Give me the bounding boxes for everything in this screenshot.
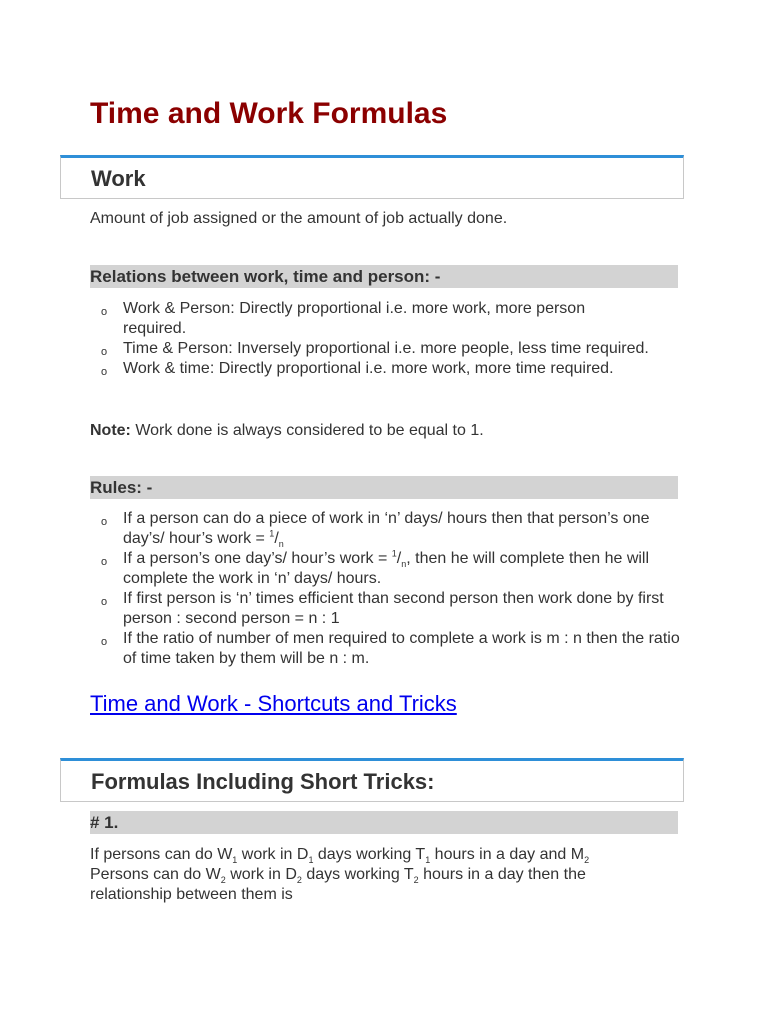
- rule-text: If a person’s one day’s/ hour’s work =: [123, 550, 392, 567]
- bullet-icon: o: [101, 366, 108, 378]
- note-paragraph: [90, 421, 680, 441]
- list-item: [90, 509, 682, 549]
- bullet-icon: o: [101, 516, 108, 528]
- fraction-denominator: n: [401, 559, 407, 570]
- rule-text: If a person can do a piece of work in ‘n’ days/ hours then that person’s one day’s/ hour’s work =: [123, 510, 650, 547]
- bullet-icon: o: [101, 346, 108, 358]
- fraction-numerator: 1: [269, 528, 275, 539]
- subscript: 1: [308, 855, 314, 866]
- fraction-slash: /: [396, 550, 402, 567]
- relations-heading: Relations between work, time and person: -: [90, 265, 678, 288]
- formula-text: Persons can do W: [90, 866, 221, 883]
- bullet-icon: o: [101, 596, 108, 608]
- rule-text: , then he will complete then he will complete the work in ‘n’ days/ hours.: [123, 550, 650, 587]
- list-item: [90, 299, 650, 339]
- subscript: 1: [425, 855, 431, 866]
- rule-text: If first person is ‘n’ times efficient than second person then work done by first person : second person = n : 1: [123, 590, 664, 627]
- relations-list: [90, 299, 650, 379]
- subscript: 2: [220, 875, 226, 886]
- note-label: Note:: [90, 422, 131, 439]
- work-heading: Work: [91, 166, 146, 191]
- bullet-icon: o: [101, 306, 108, 318]
- list-item: [90, 589, 682, 629]
- subscript: 2: [584, 855, 590, 866]
- subscript: 1: [232, 855, 238, 866]
- work-section-header: [60, 155, 684, 199]
- formula-text: work in D: [225, 866, 297, 883]
- formula-text: days working T: [313, 846, 426, 863]
- formula-text: hours in a day then the relationship between them is: [90, 866, 586, 903]
- bullet-icon: o: [101, 636, 108, 648]
- formula-text: work in D: [237, 846, 309, 863]
- formula-text: If persons can do W: [90, 846, 233, 863]
- fraction-slash: /: [274, 530, 279, 547]
- bullet-icon: o: [101, 556, 108, 568]
- formulas-heading: Formulas Including Short Tricks:: [91, 769, 435, 794]
- note-text: Work done is always considered to be equal to 1.: [130, 422, 484, 439]
- fraction-denominator: n: [278, 539, 284, 550]
- formula-text: days working T: [301, 866, 414, 883]
- page-title: Time and Work Formulas: [90, 97, 448, 130]
- formula-paragraph: [90, 845, 650, 905]
- work-definition: Amount of job assigned or the amount of job actually done.: [90, 210, 508, 227]
- shortcuts-tricks-link[interactable]: Time and Work - Shortcuts and Tricks: [90, 691, 457, 716]
- list-item: [90, 549, 682, 589]
- formulas-section-header: [60, 758, 684, 802]
- list-item: [90, 629, 682, 669]
- relation-text: Work & Person: Directly proportional i.e. more work, more person required.: [123, 300, 586, 337]
- rules-list: [90, 509, 682, 669]
- formula-number-heading: # 1.: [90, 811, 678, 834]
- subscript: 2: [296, 875, 302, 886]
- relation-text: Time & Person: Inversely proportional i.e. more people, less time required.: [123, 340, 649, 357]
- list-item: [90, 339, 650, 359]
- fraction-numerator: 1: [391, 548, 397, 559]
- rules-heading: Rules: -: [90, 476, 678, 499]
- subscript: 2: [413, 875, 419, 886]
- relation-text: Work & time: Directly proportional i.e. more work, more time required.: [123, 360, 614, 377]
- rule-text: If the ratio of number of men required to complete a work is m : n then the ratio of time taken by them will be n : m.: [123, 630, 680, 667]
- formula-text: hours in a day and M: [430, 846, 585, 863]
- list-item: [90, 359, 650, 379]
